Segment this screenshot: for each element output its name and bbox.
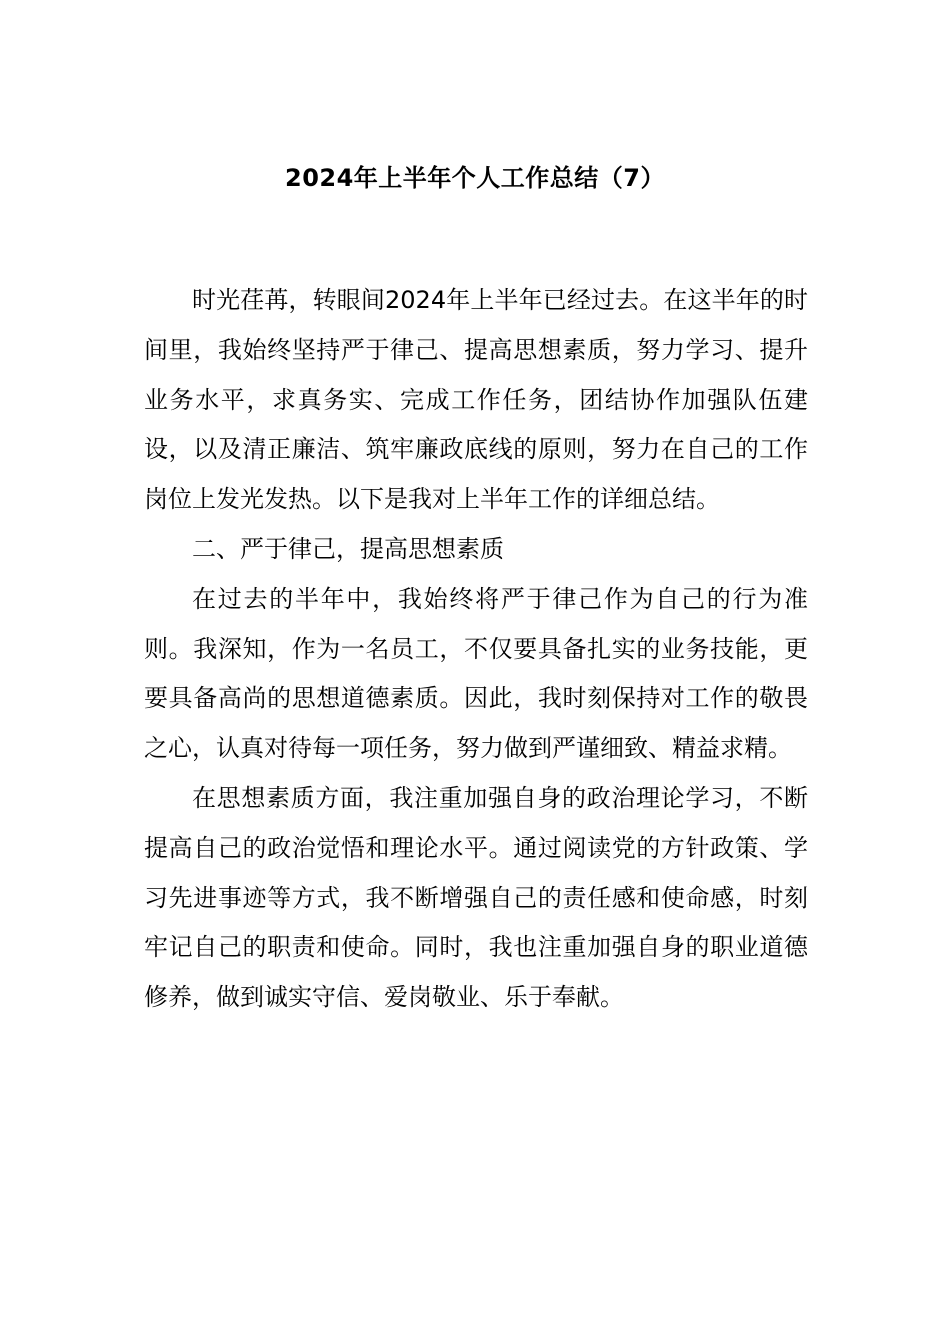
paragraph-self-discipline: 在过去的半年中，我始终将严于律己作为自己的行为准则。我深知，作为一名员工，不仅要具备扎实的业务技能，更要具备高尚的思想道德素质。因此，我时刻保持对工作的敬畏之心，认真对待每一项任务，努力做到严谨细致、精益求精。 bbox=[144, 584, 808, 763]
paragraph-ideological-quality: 在思想素质方面，我注重加强自身的政治理论学习，不断提高自己的政治觉悟和理论水平。通过阅读党的方针政策、学习先进事迹等方式，我不断增强自己的责任感和使命感，时刻牢记自己的职责和使命。同时，我也注重加强自身的职业道德修养，做到诚实守信、爱岗敬业、乐于奉献。 bbox=[144, 783, 808, 1012]
document-body bbox=[144, 276, 808, 1023]
paragraph-intro: 时光荏苒，转眼间2024年上半年已经过去。在这半年的时间里，我始终坚持严于律己、提高思想素质，努力学习、提升业务水平，求真务实、完成工作任务，团结协作加强队伍建设，以及清正廉洁、筑牢廉政底线的原则，努力在自己的工作岗位上发光发热。以下是我对上半年工作的详细总结。 bbox=[144, 286, 808, 514]
document-title: 2024年上半年个人工作总结（7） bbox=[285, 164, 665, 192]
section-heading: 二、严于律己，提高思想素质 bbox=[192, 534, 504, 563]
